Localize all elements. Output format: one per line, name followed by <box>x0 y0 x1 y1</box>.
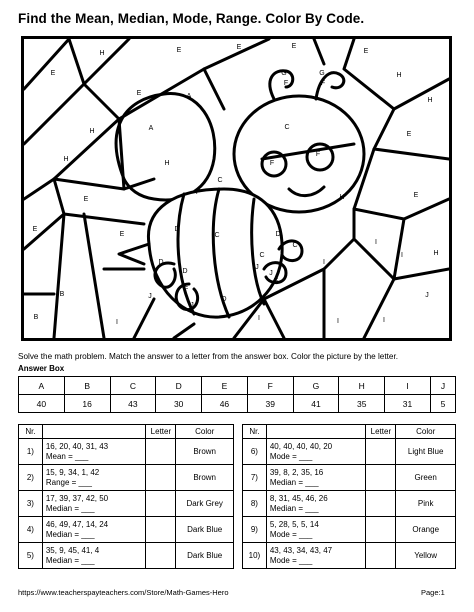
region-code-letter: H <box>433 250 439 257</box>
problem-question: Mode = ___ <box>269 555 313 565</box>
problem-text <box>266 439 366 465</box>
problems-table-left <box>18 424 234 569</box>
problem-text <box>266 465 366 491</box>
table-row <box>19 543 234 569</box>
region-code-letter: F <box>269 160 275 167</box>
problem-question: Range = ___ <box>45 477 92 487</box>
region-code-letter: F <box>315 151 321 158</box>
answer-value: 5 <box>430 395 455 413</box>
answer-value: 39 <box>247 395 293 413</box>
region-code-letter: E <box>50 70 56 77</box>
answer-value: 46 <box>202 395 248 413</box>
color-name: Pink <box>396 491 456 517</box>
region-code-letter: H <box>164 160 170 167</box>
header-color: Color <box>396 425 456 439</box>
problem-question: Median = ___ <box>45 555 95 565</box>
color-name: Green <box>396 465 456 491</box>
region-code-letter: H <box>396 72 402 79</box>
header-letter: Letter <box>146 425 176 439</box>
region-code-letter: F <box>283 80 289 87</box>
region-code-letter: I <box>401 252 403 259</box>
answer-value: 43 <box>110 395 156 413</box>
region-code-letter: E <box>183 284 189 291</box>
region-code-letter: I <box>383 317 385 324</box>
table-row <box>243 491 456 517</box>
letter-answer-cell[interactable] <box>366 465 396 491</box>
region-code-letter: E <box>406 131 412 138</box>
answer-value: 31 <box>385 395 431 413</box>
region-code-letter: E <box>273 278 279 285</box>
region-code-letter: F <box>320 80 326 87</box>
problem-numbers: 39, 8, 2, 35, 16 <box>269 468 324 477</box>
header-problem <box>266 425 366 439</box>
region-code-letter: H <box>339 194 345 201</box>
answer-letter: I <box>385 377 431 395</box>
problem-question: Median = ___ <box>45 503 95 513</box>
color-name: Dark Grey <box>176 491 234 517</box>
region-code-letter: J <box>269 270 273 277</box>
answer-value: 16 <box>64 395 110 413</box>
region-code-letter: I <box>258 315 260 322</box>
region-code-letter: C <box>214 232 220 239</box>
letter-answer-cell[interactable] <box>366 517 396 543</box>
answer-letter: A <box>19 377 65 395</box>
region-code-letter: E <box>363 48 369 55</box>
letter-answer-cell[interactable] <box>146 517 176 543</box>
answer-value: 41 <box>293 395 339 413</box>
answer-box-letters-row <box>19 377 456 395</box>
letter-answer-cell[interactable] <box>146 439 176 465</box>
region-code-letter: H <box>427 97 433 104</box>
region-code-letter: E <box>32 226 38 233</box>
problems-table-right <box>242 424 456 569</box>
answer-letter: G <box>293 377 339 395</box>
problem-text <box>266 491 366 517</box>
problem-text <box>42 491 146 517</box>
problem-number: 6) <box>243 439 267 465</box>
problem-question: Mean = ___ <box>45 451 89 461</box>
letter-answer-cell[interactable] <box>146 465 176 491</box>
problem-text <box>42 465 146 491</box>
header-nr: Nr. <box>243 425 267 439</box>
answer-value: 40 <box>19 395 65 413</box>
region-code-letter: I <box>337 318 339 325</box>
region-code-letter: C <box>292 242 298 249</box>
table-header-row <box>243 425 456 439</box>
region-code-letter: J <box>255 264 259 271</box>
region-code-letter: I <box>375 239 377 246</box>
header-problem <box>42 425 146 439</box>
problem-question: Median = ___ <box>269 477 319 487</box>
problem-numbers: 40, 40, 40, 40, 20 <box>269 442 333 451</box>
problem-question: Median = ___ <box>269 503 319 513</box>
letter-answer-cell[interactable] <box>146 491 176 517</box>
problem-number: 3) <box>19 491 43 517</box>
color-name: Dark Blue <box>176 543 234 569</box>
region-code-letter: B <box>33 314 39 321</box>
color-name: Dark Blue <box>176 517 234 543</box>
answer-letter: C <box>110 377 156 395</box>
problem-question: Mode = ___ <box>269 451 313 461</box>
problem-text <box>266 543 366 569</box>
color-name: Yellow <box>396 543 456 569</box>
region-code-letter: C <box>217 177 223 184</box>
answer-letter: E <box>202 377 248 395</box>
table-row <box>19 439 234 465</box>
footer-page-number: Page:1 <box>421 588 445 597</box>
answer-letter: H <box>339 377 385 395</box>
region-code-letter: E <box>236 44 242 51</box>
answer-box-label: Answer Box <box>18 364 65 373</box>
color-name: Brown <box>176 439 234 465</box>
answer-box-values-row <box>19 395 456 413</box>
problem-number: 10) <box>243 543 267 569</box>
table-row <box>243 439 456 465</box>
header-nr: Nr. <box>19 425 43 439</box>
region-code-letter: H <box>89 128 95 135</box>
problem-numbers: 15, 9, 34, 1, 42 <box>45 468 100 477</box>
problem-numbers: 17, 39, 37, 42, 50 <box>45 494 109 503</box>
region-code-letter: A <box>148 125 154 132</box>
problem-number: 5) <box>19 543 43 569</box>
letter-answer-cell[interactable] <box>366 543 396 569</box>
region-code-letter: E <box>119 231 125 238</box>
region-code-letter: C <box>259 252 265 259</box>
table-row <box>19 517 234 543</box>
problem-text <box>42 517 146 543</box>
region-code-letter: J <box>148 293 152 300</box>
region-code-letter: C <box>284 124 290 131</box>
region-code-letter: D <box>275 231 281 238</box>
region-code-letter: D <box>174 226 180 233</box>
problem-numbers: 5, 28, 5, 5, 14 <box>269 520 319 529</box>
problem-numbers: 8, 31, 45, 46, 26 <box>269 494 328 503</box>
answer-letter: F <box>247 377 293 395</box>
region-code-letter: H <box>99 50 105 57</box>
problem-number: 7) <box>243 465 267 491</box>
color-name: Brown <box>176 465 234 491</box>
header-color: Color <box>176 425 234 439</box>
problem-numbers: 35, 9, 45, 41, 4 <box>45 546 100 555</box>
problem-number: 2) <box>19 465 43 491</box>
problem-number: 9) <box>243 517 267 543</box>
region-code-letter: J <box>190 302 194 309</box>
region-code-letter: H <box>63 156 69 163</box>
region-code-letter: F <box>195 189 201 196</box>
region-code-letter: G <box>281 70 287 77</box>
problem-question: Median = ___ <box>45 529 95 539</box>
answer-letter: D <box>156 377 202 395</box>
footer-url: https://www.teacherspayteachers.com/Store/Math-Games-Hero <box>18 588 229 597</box>
problem-number: 1) <box>19 439 43 465</box>
region-code-letter: B <box>59 291 65 298</box>
region-code-letter: E <box>176 47 182 54</box>
problem-question: Mode = ___ <box>269 529 313 539</box>
region-code-letter: I <box>116 319 118 326</box>
page-title: Find the Mean, Median, Mode, Range. Color By Code. <box>18 11 365 26</box>
region-code-letter: I <box>323 259 325 266</box>
problem-numbers: 16, 20, 40, 31, 43 <box>45 442 109 451</box>
table-row <box>243 517 456 543</box>
region-code-letter: E <box>291 43 297 50</box>
header-letter: Letter <box>366 425 396 439</box>
color-name: Light Blue <box>396 439 456 465</box>
color-name: Orange <box>396 517 456 543</box>
problem-numbers: 46, 49, 47, 14, 24 <box>45 520 109 529</box>
problem-text <box>42 439 146 465</box>
table-row <box>19 491 234 517</box>
table-row <box>243 465 456 491</box>
region-code-letter: D <box>158 259 164 266</box>
problem-text <box>266 517 366 543</box>
problem-number: 8) <box>243 491 267 517</box>
answer-value: 35 <box>339 395 385 413</box>
problem-number: 4) <box>19 517 43 543</box>
answer-box-table <box>18 376 456 413</box>
answer-value: 30 <box>156 395 202 413</box>
problem-numbers: 43, 43, 34, 43, 47 <box>269 546 333 555</box>
color-by-code-picture <box>21 36 452 341</box>
answer-letter: B <box>64 377 110 395</box>
region-code-letter: D <box>221 296 227 303</box>
letter-answer-cell[interactable] <box>146 543 176 569</box>
table-row <box>19 465 234 491</box>
region-code-letter: E <box>413 192 419 199</box>
letter-answer-cell[interactable] <box>366 439 396 465</box>
region-code-letter: A <box>186 93 192 100</box>
letter-answer-cell[interactable] <box>366 491 396 517</box>
instructions: Solve the math problem. Match the answer to a letter from the answer box. Color the picture by the letter. <box>18 352 398 361</box>
region-code-letter: D <box>182 268 188 275</box>
region-code-letter: J <box>425 292 429 299</box>
region-code-letter: G <box>319 70 325 77</box>
bee-drawing <box>24 39 449 338</box>
table-row <box>243 543 456 569</box>
problem-text <box>42 543 146 569</box>
answer-letter: J <box>430 377 455 395</box>
region-code-letter: E <box>83 196 89 203</box>
table-header-row <box>19 425 234 439</box>
region-code-letter: E <box>136 90 142 97</box>
